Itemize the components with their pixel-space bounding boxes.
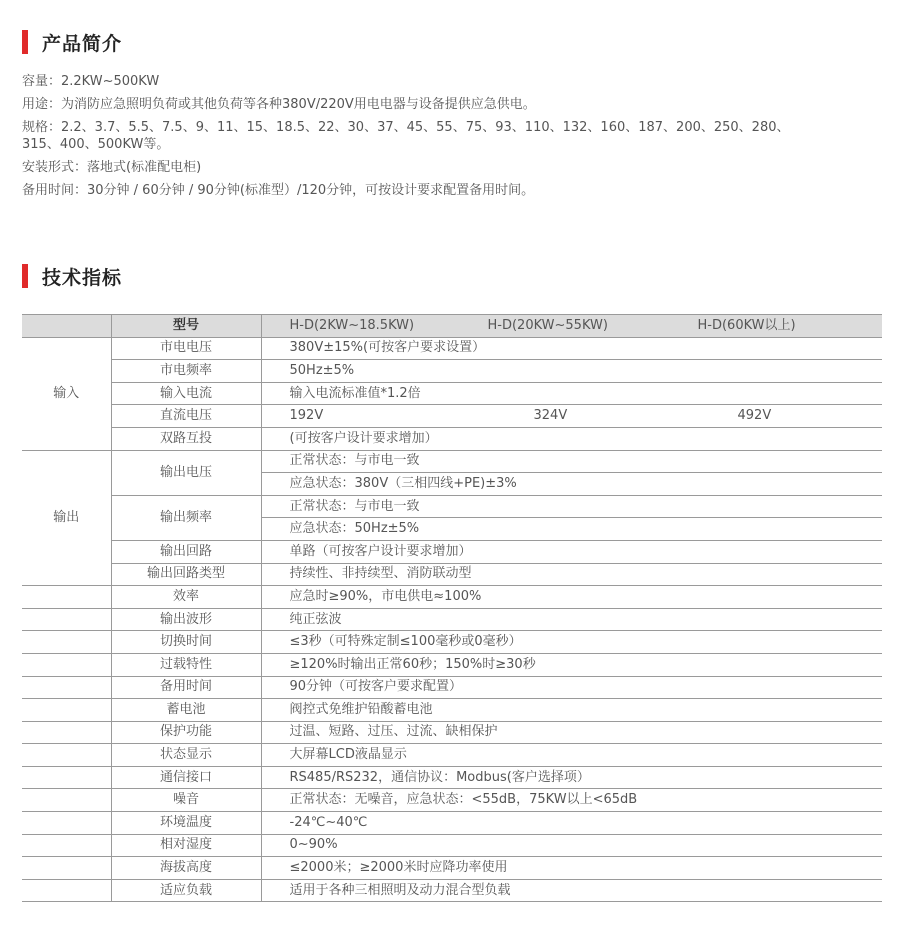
param-value: ≥120%时输出正常60秒；150%时≥30秒 xyxy=(261,653,882,676)
param-label: 输入电流 xyxy=(111,382,261,405)
param-label: 适应负载 xyxy=(111,879,261,902)
param-value: RS485/RS232，通信协议：Modbus(客户选择项） xyxy=(261,766,882,789)
param-value: 正常状态：与市电一致 xyxy=(261,450,882,473)
accent-bar xyxy=(22,264,28,288)
param-value: 应急状态：380V（三相四线+PE)±3% xyxy=(261,473,882,496)
param-label: 输出频率 xyxy=(111,495,261,540)
group-output: 输出 xyxy=(22,450,111,586)
dc-voltage-values xyxy=(261,405,882,428)
table-row xyxy=(22,721,882,744)
param-value: 50Hz±5% xyxy=(261,360,882,383)
table-row xyxy=(22,834,882,857)
table-row xyxy=(22,812,882,835)
param-label: 蓄电池 xyxy=(111,699,261,722)
table-row xyxy=(22,563,882,586)
section-title: 产品简介 xyxy=(42,32,123,55)
param-value: 应急状态：50Hz±5% xyxy=(261,518,882,541)
table-row xyxy=(22,337,882,360)
param-value: 过温、短路、过压、过流、缺相保护 xyxy=(261,721,882,744)
group-blank xyxy=(22,834,111,857)
param-value: 90分钟（可按客户要求配置） xyxy=(261,676,882,699)
group-blank xyxy=(22,653,111,676)
group-input: 输入 xyxy=(22,337,111,450)
table-row xyxy=(22,495,882,518)
param-label: 市电电压 xyxy=(111,337,261,360)
param-value: 正常状态：与市电一致 xyxy=(261,495,882,518)
table-row xyxy=(22,766,882,789)
group-blank xyxy=(22,699,111,722)
group-blank xyxy=(22,631,111,654)
group-blank xyxy=(22,586,111,609)
group-blank xyxy=(22,608,111,631)
param-label: 输出回路类型 xyxy=(111,563,261,586)
param-label: 切换时间 xyxy=(111,631,261,654)
param-label: 输出波形 xyxy=(111,608,261,631)
model-2: H-D(20KW~55KW) xyxy=(487,317,608,333)
table-row xyxy=(22,879,882,902)
param-label: 效率 xyxy=(111,586,261,609)
param-value: 单路（可按客户设计要求增加） xyxy=(261,540,882,563)
section-heading-spec xyxy=(22,264,122,288)
group-blank xyxy=(22,721,111,744)
param-label: 双路互投 xyxy=(111,427,261,450)
param-value: ≤3秒（可特殊定制≤100毫秒或0毫秒） xyxy=(261,631,882,654)
group-blank xyxy=(22,744,111,767)
param-value: 纯正弦波 xyxy=(261,608,882,631)
group-blank xyxy=(22,789,111,812)
table-row xyxy=(22,744,882,767)
group-blank xyxy=(22,857,111,880)
intro-spec xyxy=(22,119,892,153)
param-label: 保护功能 xyxy=(111,721,261,744)
param-value: 适用于各种三相照明及动力混合型负载 xyxy=(261,879,882,902)
dc-voltage-2: 324V xyxy=(533,408,568,424)
param-value: 应急时≥90%，市电供电≈100% xyxy=(261,586,882,609)
group-blank xyxy=(22,766,111,789)
param-value: 380V±15%(可按客户要求设置） xyxy=(261,337,882,360)
intro-usage: 用途：为消防应急照明负荷或其他负荷等各种380V/220V用电电器与设备提供应急供电。 xyxy=(22,97,536,112)
intro-spec-line2: 315、400、500KW等。 xyxy=(22,137,170,152)
spec-table xyxy=(22,314,882,902)
model-1: H-D(2KW~18.5KW) xyxy=(289,317,415,333)
param-value: 阀控式免维护铅酸蓄电池 xyxy=(261,699,882,722)
table-row xyxy=(22,382,882,405)
header-models xyxy=(261,315,882,338)
param-value: (可按客户设计要求增加） xyxy=(261,427,882,450)
intro-spec-line1: 规格：2.2、3.7、5.5、7.5、9、11、15、18.5、22、30、37、45、55、75、93、110、132、160、187、200、250、280、 xyxy=(22,120,790,135)
param-label: 环境温度 xyxy=(111,812,261,835)
param-label: 过载特性 xyxy=(111,653,261,676)
table-row xyxy=(22,427,882,450)
table-row xyxy=(22,653,882,676)
table-row xyxy=(22,608,882,631)
header-blank-cell xyxy=(22,315,111,338)
group-blank xyxy=(22,879,111,902)
param-value: 持续性、非持续型、消防联动型 xyxy=(261,563,882,586)
accent-bar xyxy=(22,30,28,54)
param-label: 通信接口 xyxy=(111,766,261,789)
param-label: 市电频率 xyxy=(111,360,261,383)
header-model-label: 型号 xyxy=(111,315,261,338)
section-heading-intro xyxy=(22,30,122,54)
intro-backup: 备用时间：30分钟 / 60分钟 / 90分钟(标准型）/120分钟，可按设计要求配置备用时间。 xyxy=(22,183,535,198)
dc-voltage-1: 192V xyxy=(289,408,324,424)
param-value: 正常状态：无噪音，应急状态：<55dB，75KW以上<65dB xyxy=(261,789,882,812)
table-row xyxy=(22,360,882,383)
product-intro xyxy=(22,73,892,205)
table-row xyxy=(22,405,882,428)
param-label: 输出电压 xyxy=(111,450,261,495)
param-label: 相对湿度 xyxy=(111,834,261,857)
param-label: 噪音 xyxy=(111,789,261,812)
table-row xyxy=(22,699,882,722)
model-3: H-D(60KW以上) xyxy=(697,317,796,333)
table-row xyxy=(22,540,882,563)
param-label: 备用时间 xyxy=(111,676,261,699)
intro-install: 安装形式：落地式(标准配电柜) xyxy=(22,160,202,175)
intro-capacity: 容量：2.2KW~500KW xyxy=(22,74,160,89)
table-row xyxy=(22,789,882,812)
param-label: 状态显示 xyxy=(111,744,261,767)
table-row xyxy=(22,676,882,699)
table-row xyxy=(22,857,882,880)
section-title: 技术指标 xyxy=(42,266,123,289)
param-label: 海拔高度 xyxy=(111,857,261,880)
dc-voltage-3: 492V xyxy=(737,408,772,424)
param-value: ≤2000米；≥2000米时应降功率使用 xyxy=(261,857,882,880)
table-row xyxy=(22,631,882,654)
group-blank xyxy=(22,812,111,835)
param-label: 输出回路 xyxy=(111,540,261,563)
param-value: 大屏幕LCD液晶显示 xyxy=(261,744,882,767)
param-value: 0~90% xyxy=(261,834,882,857)
param-value: -24℃~40℃ xyxy=(261,812,882,835)
param-label: 直流电压 xyxy=(111,405,261,428)
table-row xyxy=(22,586,882,609)
group-blank xyxy=(22,676,111,699)
param-value: 输入电流标准值*1.2倍 xyxy=(261,382,882,405)
table-header-row xyxy=(22,315,882,338)
table-row xyxy=(22,450,882,473)
